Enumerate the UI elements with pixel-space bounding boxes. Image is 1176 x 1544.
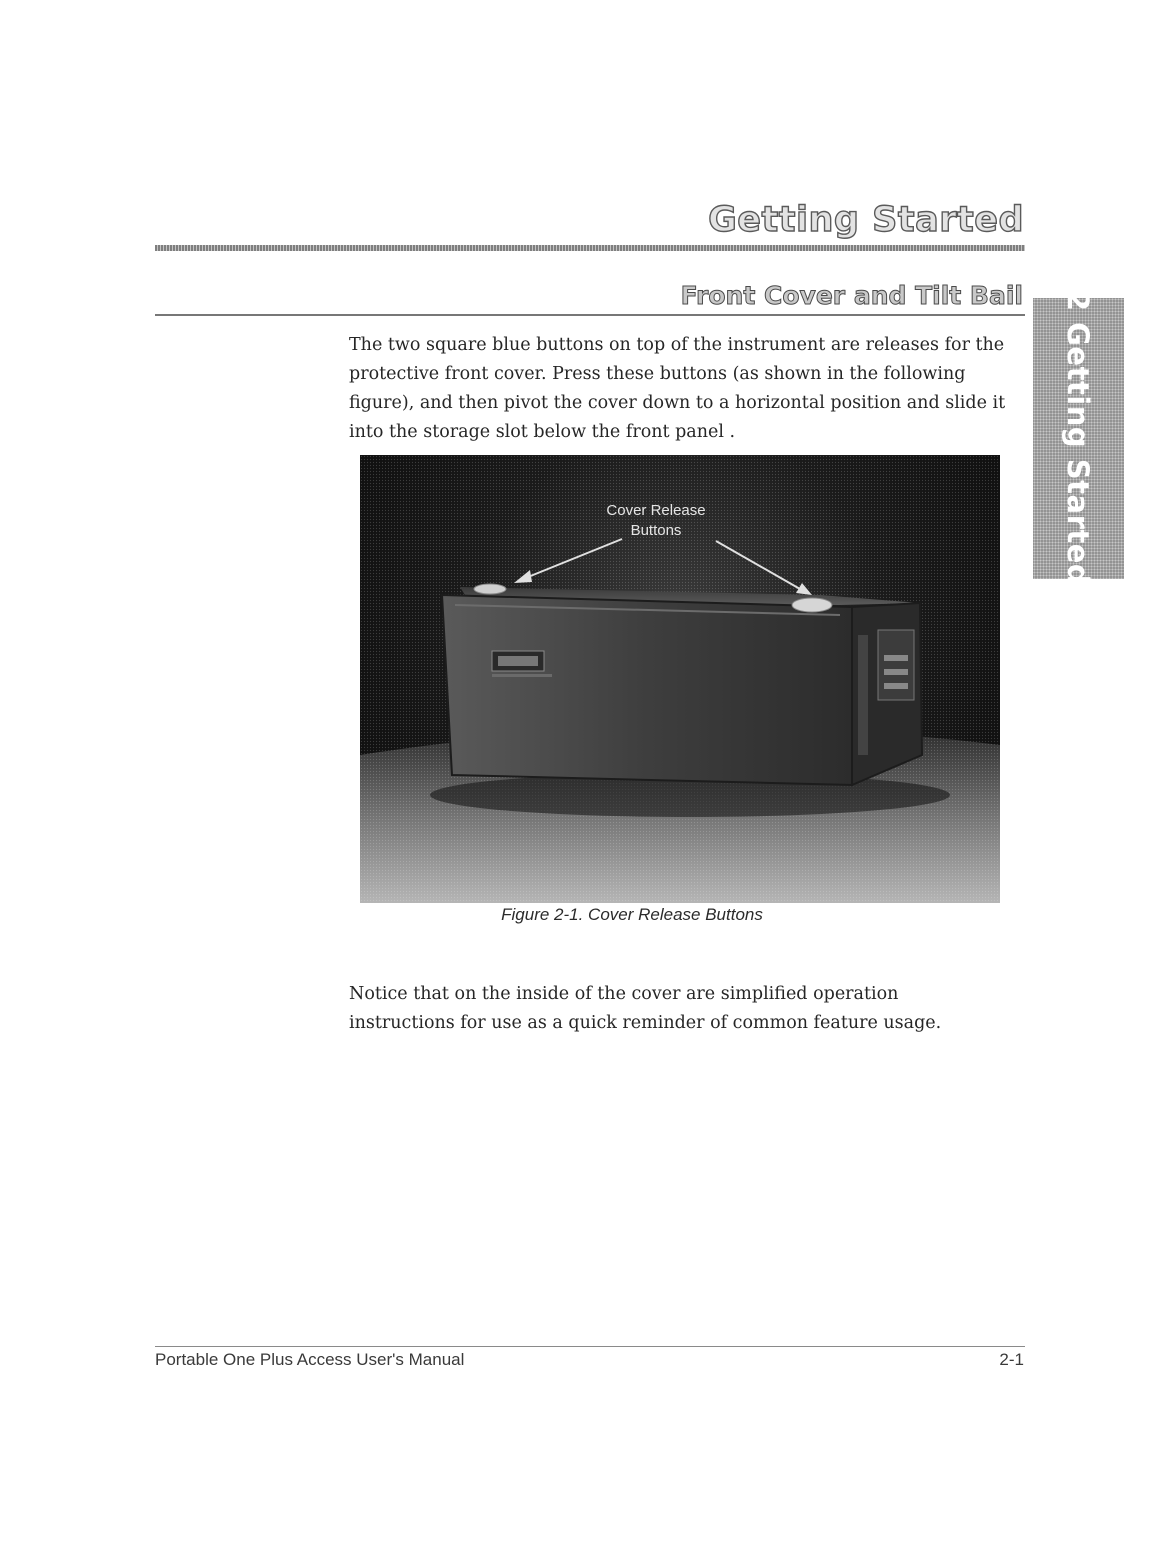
footer-manual-title: Portable One Plus Access User's Manual [155, 1350, 465, 1369]
chapter-divider [155, 245, 1025, 251]
footer-divider [155, 1346, 1025, 1347]
section-title: Front Cover and Tilt Bail [680, 281, 1023, 310]
figure-caption: Figure 2-1. Cover Release Buttons [501, 905, 763, 924]
callout-label-line1: Cover Release [606, 502, 706, 519]
callout-label-line2: Buttons [630, 522, 682, 539]
notice-paragraph: Notice that on the inside of the cover are simplified operation instructions for use as a quick reminder of common feature usage. [349, 984, 942, 1033]
chapter-side-tab-label: 2 Getting Started [1061, 290, 1095, 586]
instrument-photo [360, 455, 1000, 903]
footer-page-number: 2-1 [999, 1350, 1024, 1369]
intro-paragraph: The two square blue buttons on top of the instrument are releases for the protective front cover. Press these buttons (as shown in the following figure), and then pivot the cover down to a horizontal position and slide it into the storage slot below the front panel . [349, 335, 1006, 442]
chapter-side-tab [1033, 290, 1124, 586]
section-divider [155, 314, 1025, 316]
chapter-title: Getting Started [708, 200, 1024, 240]
